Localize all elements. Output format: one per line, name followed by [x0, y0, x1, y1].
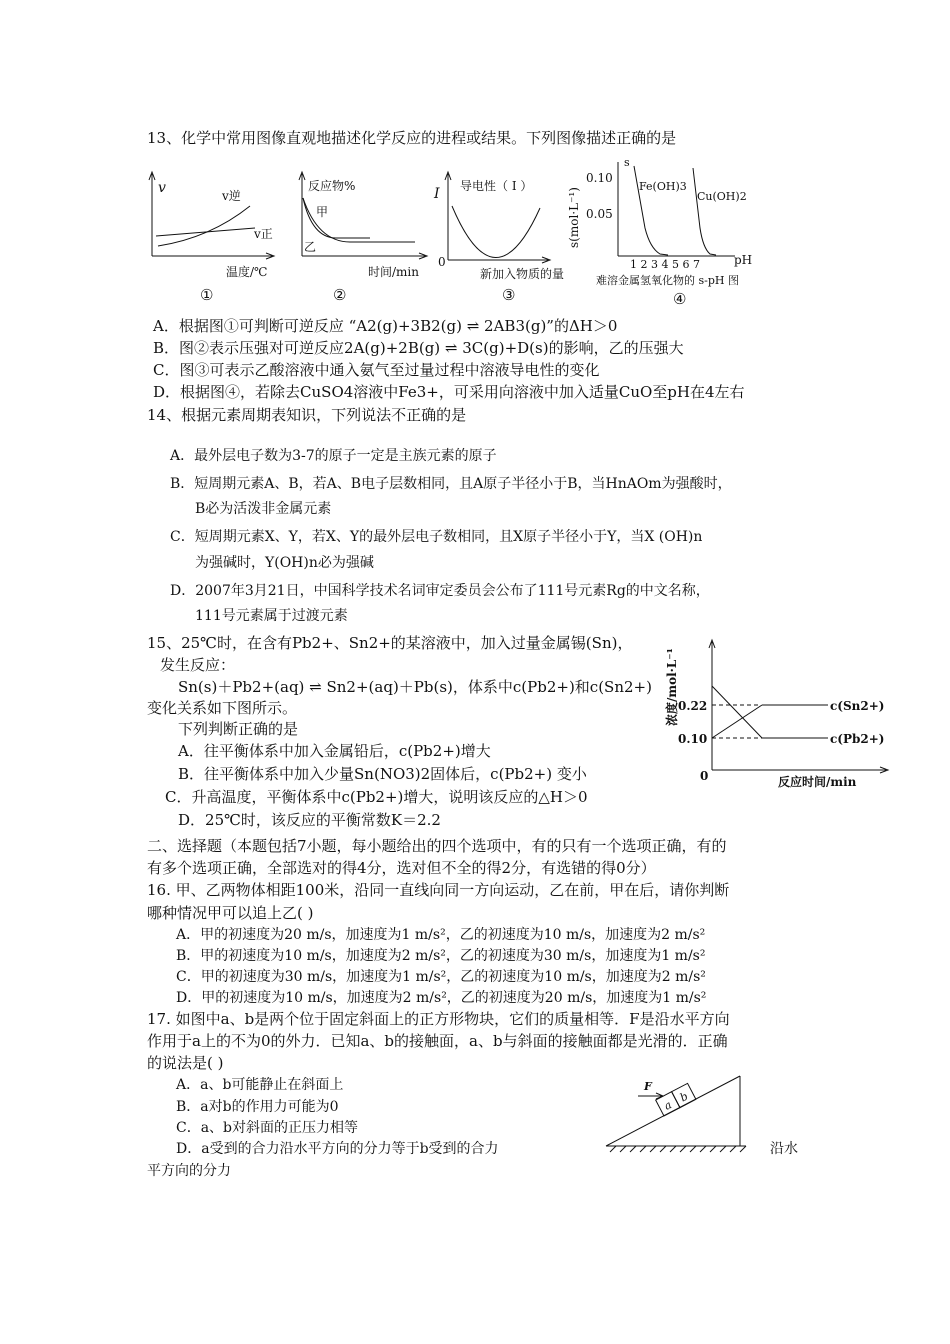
q13-optD: D．根据图④，若除去CuSO4溶液中Fe3+，可采用向溶液中加入适量CuO至pH在4左右 — [153, 383, 745, 401]
graph-1 — [149, 172, 274, 304]
q14-optA: A．最外层电子数为3-7的原子一定是主族元素的原子 — [170, 448, 497, 464]
block-a: a — [661, 1098, 674, 1113]
g3-num: ③ — [502, 286, 516, 304]
q17-optA: A．a、b可能静止在斜面上 — [176, 1077, 344, 1093]
g1-xlab: 温度/℃ — [226, 265, 268, 279]
g15-origin: 0 — [700, 769, 709, 783]
force-F: F — [644, 1080, 652, 1093]
q17-figure — [600, 1070, 760, 1160]
g4-xticks: 1 2 3 4 5 6 7 — [630, 258, 700, 271]
q17-optD1: D．a受到的合力沿水平方向的分力等于b受到的合力 — [176, 1141, 499, 1157]
q15-stem4: 变化关系如下图所示。 — [147, 699, 298, 717]
sec2-line1: 二、选择题（本题包括7小题，每小题给出的四个选项中，有的只有一个选项正确，有的 — [147, 837, 727, 855]
q17-stem3: 的说法是( ) — [147, 1054, 224, 1072]
g3-xlab: 新加入物质的量 — [480, 267, 565, 281]
q15-stem2: 发生反应： — [160, 656, 236, 674]
q14-optD1: D．2007年3月21日，中国科学技术名词审定委员会公布了111号元素Rg的中文名称， — [170, 583, 710, 599]
q16-optB: B．甲的初速度为10 m/s，加速度为2 m/s²，乙的初速度为30 m/s，加速度为1 m/s² — [176, 948, 706, 964]
sec2-line2: 有多个选项正确，全部选对的得4分，选对但不全的得2分，有选错的得0分） — [147, 859, 656, 877]
q15-stem1: 15、25℃时，在含有Pb2+、Sn2+的某溶液中，加入过量金属锡(Sn)， — [147, 634, 633, 652]
q14-optC1: C．短周期元素X、Y，若X、Y的最外层电子数相同，且X原子半径小于Y，当X (OH)n — [170, 529, 703, 545]
q14-optC2: 为强碱时，Y(OH)n必为强碱 — [195, 555, 374, 571]
g1-curve1: v逆 — [222, 189, 241, 203]
q15-optB: B．往平衡体系中加入少量Sn(NO3)2固体后，c(Pb2+) 变小 — [178, 765, 587, 783]
q13-optC: C．图③可表示乙酸溶液中通入氨气至过量过程中溶液导电性的变化 — [153, 361, 600, 379]
g2-curve2: 乙 — [304, 240, 317, 254]
q16-optC: C．甲的初速度为30 m/s，加速度为1 m/s²，乙的初速度为10 m/s，加速度为2 m/s² — [176, 969, 706, 985]
g4-y2: 0.05 — [586, 207, 613, 221]
g15-xlab: 反应时间/min — [778, 775, 857, 789]
g1-curve2: v正 — [254, 227, 273, 241]
block-b: b — [677, 1089, 691, 1105]
g4-curve1: Fe(OH)3 — [639, 180, 687, 193]
q17-optD3: 平方向的分力 — [147, 1163, 231, 1179]
g3-axis: I — [434, 186, 440, 202]
q16-stem2: 哪种情况甲可以追上乙( ) — [147, 904, 314, 922]
q14-optB2: B必为活泼非金属元素 — [195, 501, 332, 517]
q13-optB: B．图②表示压强对可逆反应2A(g)+2B(g) ⇌ 3C(g)+D(s)的影响，乙的压强大 — [153, 339, 684, 357]
g4-s: s — [624, 158, 630, 169]
q15-optC: C．升高温度，平衡体系中c(Pb2+)增大，说明该反应的△H＞0 — [165, 788, 588, 806]
g2-curve1: 甲 — [316, 205, 329, 219]
q17-stem1: 17. 如图中a、b是两个位于固定斜面上的正方形物块，它们的质量相等．F是沿水平方向 — [147, 1010, 730, 1028]
g15-y2: 0.10 — [678, 732, 708, 746]
g15-y1: 0.22 — [678, 699, 708, 713]
q15-optD: D．25℃时，该反应的平衡常数K＝2.2 — [178, 811, 441, 829]
g1-ylab: v — [158, 180, 166, 196]
g2-xlab: 时间/min — [368, 265, 419, 279]
g4-caption: 难溶金属氢氧化物的 s-pH 图 — [596, 274, 739, 287]
g4-curve2: Cu(OH)2 — [697, 190, 747, 203]
g3-origin: 0 — [438, 255, 446, 269]
q15-stem3: Sn(s)＋Pb2+(aq) ⇌ Sn2+(aq)＋Pb(s)，体系中c(Pb2+)和c(Sn2+) — [178, 678, 652, 696]
q15-optA: A．往平衡体系中加入金属铅后，c(Pb2+)增大 — [178, 742, 491, 760]
q13-optA: A．根据图①可判断可逆反应 “A2(g)+3B2(g) ⇌ 2AB3(g)”的ΔH＞0 — [153, 317, 618, 335]
graph-3 — [433, 172, 564, 304]
g4-ylab: s(mol·L⁻¹) — [567, 187, 581, 248]
q16-optD: D．甲的初速度为10 m/s，加速度为2 m/s²，乙的初速度为20 m/s，加速度为1 m/s² — [176, 990, 707, 1006]
g2-ylab: 反应物% — [308, 179, 356, 193]
q13-stem: 13、化学中常用图像直观地描述化学反应的进程或结果。下列图像描述正确的是 — [147, 129, 677, 147]
q13-graphs — [140, 158, 810, 314]
ground-hatch — [610, 1146, 746, 1152]
q14-stem: 14、根据元素周期表知识，下列说法不正确的是 — [147, 406, 467, 424]
q17-optD2: 沿水 — [770, 1141, 798, 1157]
g15-ylab: 浓度/mol·L⁻¹ — [665, 648, 679, 726]
g4-xlab: pH — [734, 253, 753, 267]
q17-stem2: 作用于a上的不为0的外力．已知a、b的接触面，a、b与斜面的接触面都是光滑的．正确 — [147, 1032, 728, 1050]
graph-2 — [299, 172, 427, 304]
g3-ylab: 导电性（ I ） — [460, 179, 533, 193]
graph-4 — [567, 158, 752, 308]
q17-optB: B．a对b的作用力可能为0 — [176, 1099, 339, 1115]
g4-y1: 0.10 — [586, 171, 613, 185]
q14-optB1: B．短周期元素A、B，若A、B电子层数相同，且A原子半径小于B，当HnAOm为强酸时， — [170, 476, 732, 492]
q15-stem5: 下列判断正确的是 — [178, 720, 299, 738]
g15-l2: c(Pb2+) — [830, 732, 885, 746]
q16-stem1: 16. 甲、乙两物体相距100米，沿同一直线向同一方向运动，乙在前，甲在后，请你判断 — [147, 881, 730, 899]
q17-optC: C．a、b对斜面的正压力相等 — [176, 1120, 359, 1136]
q15-graph — [660, 628, 900, 794]
g2-num: ② — [333, 286, 347, 304]
q16-optA: A．甲的初速度为20 m/s，加速度为1 m/s²，乙的初速度为10 m/s，加速度为2 m/s² — [176, 927, 706, 943]
g15-l1: c(Sn2+) — [830, 699, 885, 713]
q14-optD2: 111号元素属于过渡元素 — [195, 608, 348, 624]
g1-num: ① — [200, 286, 214, 304]
g4-num: ④ — [673, 290, 687, 308]
